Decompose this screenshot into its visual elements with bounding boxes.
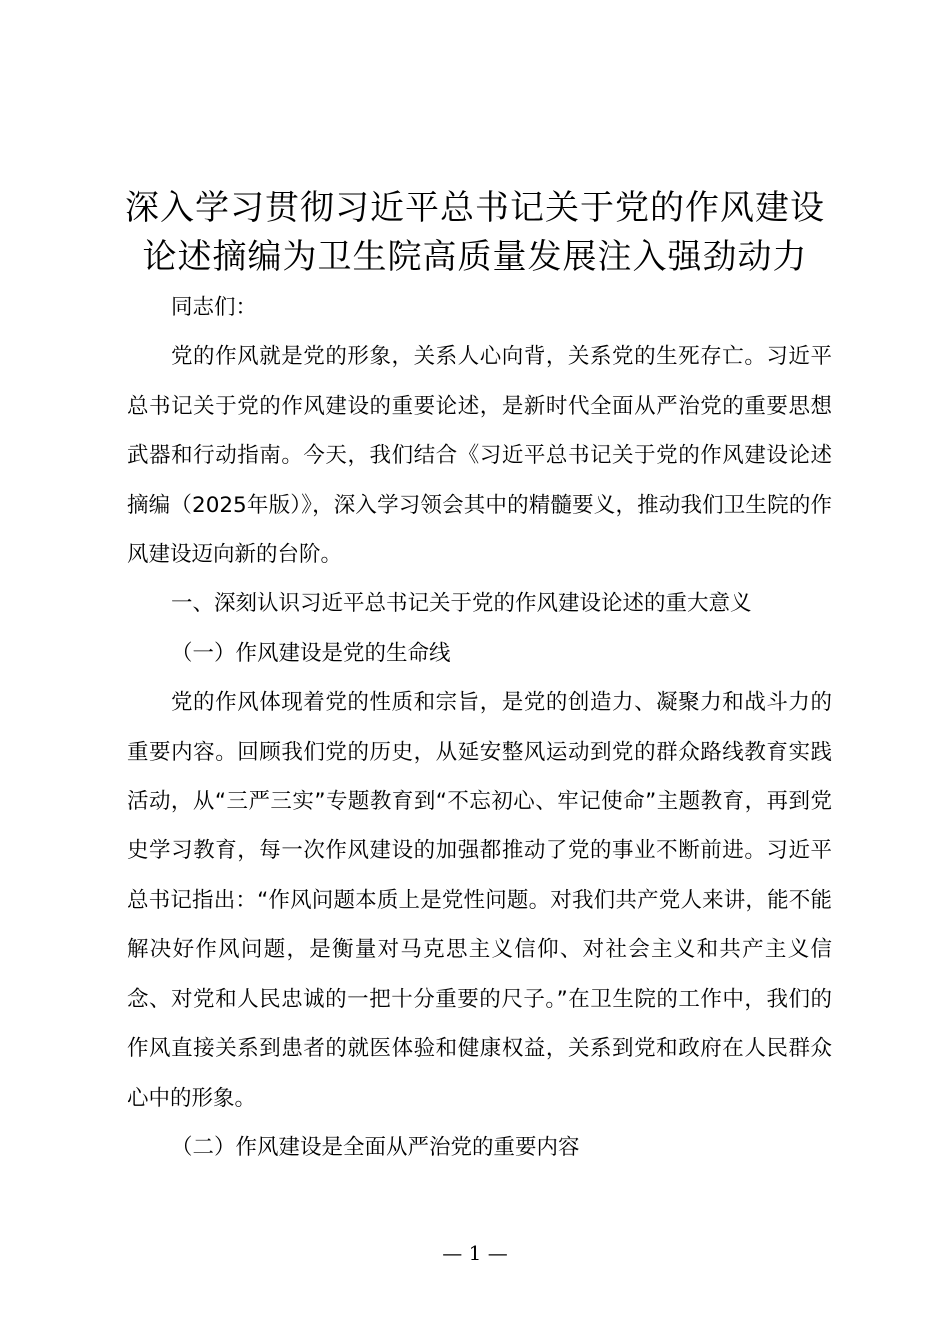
document-title-line-2: 论述摘编为卫生院高质量发展注入强劲动力 <box>142 237 808 277</box>
salutation: 同志们： <box>171 295 258 320</box>
paragraph-intro: 党的作风就是党的形象，关系人心向背，关系党的生死存亡。习近平总书记关于党的作风建设的重要论述，是新时代全面从严治党的重要思想武器和行动指南。今天，我们结合《习近平总书记关于党的作风建设论述摘编（2025年版）》，深入学习领会其中的精髓要义，推动我们卫生院的作风建设迈向新的台阶。 <box>127 344 832 568</box>
document-title-line-1: 深入学习贯彻习近平总书记关于党的作风建设 <box>125 188 825 228</box>
page-number: — 1 — <box>442 1241 508 1265</box>
document-body <box>127 283 832 1172</box>
paragraph-subsection-1: 党的作风体现着党的性质和宗旨，是党的创造力、凝聚力和战斗力的重要内容。回顾我们党的历史，从延安整风运动到党的群众路线教育实践活动，从“三严三实”专题教育到“不忘初心、牢记使命”主题教育，再到党史学习教育，每一次作风建设的加强都推动了党的事业不断前进。习近平总书记指出：“作风问题本质上是党性问题。对我们共产党人来讲，能不能解决好作风问题，是衡量对马克思主义信仰、对社会主义和共产主义信念、对党和人民忠诚的一把十分重要的尺子。”在卫生院的工作中，我们的作风直接关系到患者的就医体验和健康权益，关系到党和政府在人民群众心中的形象。 <box>127 690 832 1111</box>
subsection-heading-1: （一）作风建设是党的生命线 <box>171 640 451 666</box>
section-heading-1: 一、深刻认识习近平总书记关于党的作风建设论述的重大意义 <box>171 591 752 617</box>
subsection-heading-2: （二）作风建设是全面从严治党的重要内容 <box>171 1134 580 1160</box>
